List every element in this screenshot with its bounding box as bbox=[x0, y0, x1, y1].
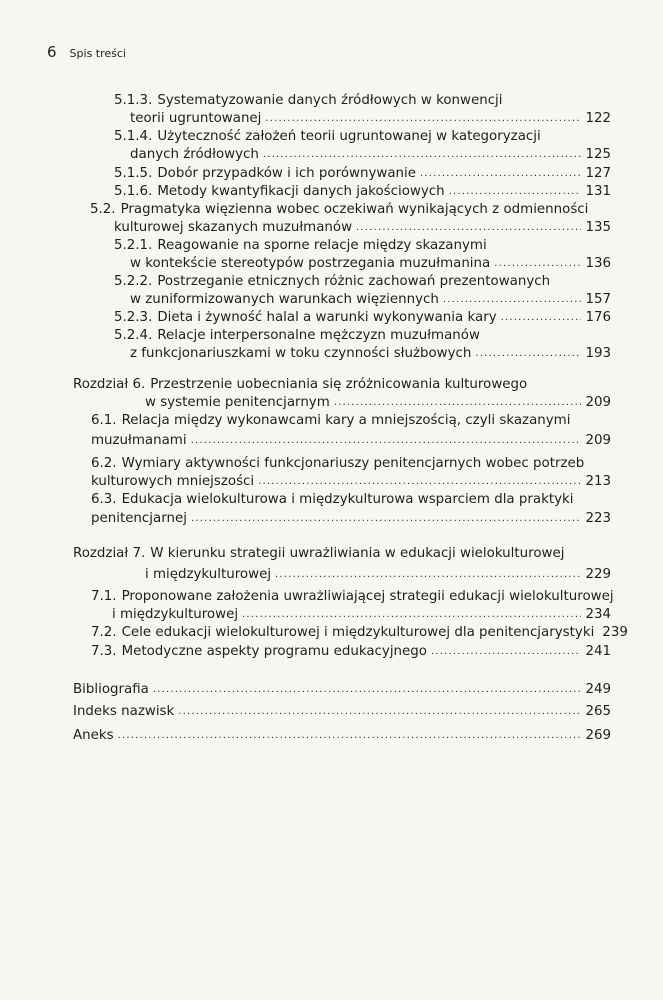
toc-dot-leader bbox=[242, 606, 581, 624]
toc-page-number: 239 bbox=[602, 625, 628, 640]
toc-entry bbox=[91, 432, 611, 451]
toc-dot-leader bbox=[191, 510, 582, 528]
toc-page-number: 157 bbox=[585, 292, 611, 307]
toc-dot-leader bbox=[153, 681, 582, 699]
toc-entry bbox=[114, 183, 611, 202]
toc-entry bbox=[91, 491, 574, 509]
toc-entry-number: 5.2.2. bbox=[114, 274, 153, 289]
toc-entry bbox=[145, 394, 611, 413]
toc-page-number: 223 bbox=[585, 511, 611, 526]
toc-entry bbox=[114, 327, 480, 345]
toc-entry-title: Użyteczność założeń teorii ugruntowanej w kategoryzacji bbox=[157, 129, 541, 144]
toc-page-number: 122 bbox=[585, 111, 611, 126]
toc-entry bbox=[114, 92, 503, 110]
toc-dot-leader bbox=[475, 345, 581, 363]
toc-entry-number: 6.2. bbox=[91, 456, 117, 471]
toc-entry-number: 5.1.3. bbox=[114, 93, 153, 108]
toc-entry bbox=[73, 727, 611, 746]
toc-entry bbox=[114, 165, 611, 184]
toc-entry bbox=[91, 510, 611, 529]
toc-entry-number: 6.3. bbox=[91, 492, 117, 507]
toc-entry-number: 6.1. bbox=[91, 413, 117, 428]
toc-entry-number: 5.2. bbox=[90, 202, 116, 217]
toc-entry-title: Wymiary aktywności funkcjonariuszy penitencjarnych wobec potrzeb bbox=[121, 456, 585, 471]
toc-entry bbox=[91, 455, 584, 473]
toc-entry-title: Relacje interpersonalne mężczyzn muzułmanów bbox=[157, 328, 480, 343]
running-title: Spis treści bbox=[69, 47, 126, 60]
toc-entry bbox=[114, 237, 487, 255]
toc-entry bbox=[130, 291, 611, 310]
toc-entry-title: w zuniformizowanych warunkach więziennych bbox=[130, 292, 439, 307]
toc-page-number: 135 bbox=[585, 220, 611, 235]
toc-dot-leader bbox=[449, 183, 582, 201]
toc-page-number: 193 bbox=[585, 346, 611, 361]
toc-entry-number: 5.1.5. bbox=[114, 166, 153, 181]
toc-entry-number: 7.2. bbox=[91, 625, 117, 640]
toc-entry bbox=[112, 606, 611, 625]
toc-page-number: 269 bbox=[585, 728, 611, 743]
toc-entry-title: Bibliografia bbox=[73, 682, 149, 697]
toc-entry bbox=[130, 146, 611, 165]
toc-entry bbox=[91, 473, 611, 492]
toc-entry bbox=[145, 566, 611, 585]
toc-entry-title: i międzykulturowej bbox=[145, 567, 272, 582]
toc-entry bbox=[130, 345, 611, 364]
toc-dot-leader bbox=[494, 255, 581, 273]
toc-entry-number: Rozdział 6. bbox=[73, 377, 146, 392]
toc-page-number: 127 bbox=[585, 166, 611, 181]
toc-entry bbox=[114, 219, 611, 238]
toc-entry-title: Systematyzowanie danych źródłowych w konwencji bbox=[157, 93, 503, 108]
toc-entry bbox=[114, 309, 611, 328]
toc-page-number: 229 bbox=[585, 567, 611, 582]
toc-entry-title: Aneks bbox=[73, 728, 114, 743]
toc-entry-title: Postrzeganie etnicznych różnic zachowań prezentowanych bbox=[157, 274, 551, 289]
toc-entry bbox=[91, 588, 614, 606]
toc-entry-title: Dobór przypadków i ich porównywanie bbox=[157, 166, 416, 181]
toc-dot-leader bbox=[356, 219, 581, 237]
toc-dot-leader bbox=[501, 309, 582, 327]
toc-entry-title: teorii ugruntowanej bbox=[130, 111, 262, 126]
toc-page-number: 131 bbox=[585, 184, 611, 199]
toc-dot-leader bbox=[420, 165, 581, 183]
toc-entry bbox=[114, 128, 541, 146]
toc-entry-number: 7.3. bbox=[91, 644, 117, 659]
toc-entry bbox=[130, 110, 611, 129]
toc-entry-title: w kontekście stereotypów postrzegania muzułmanina bbox=[130, 256, 491, 271]
toc-entry bbox=[130, 255, 611, 274]
toc-entry-title: penitencjarnej bbox=[91, 511, 187, 526]
toc-entry-title: z funkcjonariuszkami w toku czynności służbowych bbox=[130, 346, 472, 361]
toc-page-number: 176 bbox=[585, 310, 611, 325]
toc-entry-title: i międzykulturowej bbox=[112, 607, 239, 622]
toc-entry bbox=[90, 201, 588, 219]
toc-entry-title: Metodyczne aspekty programu edukacyjnego bbox=[121, 644, 427, 659]
page-number: 6 bbox=[47, 43, 57, 61]
toc-page-number: 209 bbox=[585, 433, 611, 448]
toc-entry-number: 7.1. bbox=[91, 589, 117, 604]
toc-entry bbox=[73, 545, 564, 563]
toc-entry-title: Pragmatyka więzienna wobec oczekiwań wynikających z odmienności bbox=[120, 202, 589, 217]
toc-entry-title: kulturowych mniejszości bbox=[91, 474, 255, 489]
toc-entry-title: Metody kwantyfikacji danych jakościowych bbox=[157, 184, 445, 199]
toc-entry-title: muzułmanami bbox=[91, 433, 187, 448]
toc-entry bbox=[73, 681, 611, 700]
toc-dot-leader bbox=[275, 566, 581, 584]
toc-page-number: 136 bbox=[585, 256, 611, 271]
toc-entry-title: w systemie penitencjarnym bbox=[145, 395, 330, 410]
toc-entry-title: danych źródłowych bbox=[130, 147, 259, 162]
toc-page-number: 209 bbox=[585, 395, 611, 410]
toc-entry-number: 5.2.3. bbox=[114, 310, 153, 325]
toc-entry-number: 5.2.1. bbox=[114, 238, 153, 253]
toc-entry-title: Edukacja wielokulturowa i międzykulturowa wsparciem dla praktyki bbox=[121, 492, 574, 507]
toc-page-number: 241 bbox=[585, 644, 611, 659]
toc-entry-title: Relacja między wykonawcami kary a mniejszością, czyli skazanymi bbox=[121, 413, 571, 428]
toc-entry-title: Indeks nazwisk bbox=[73, 704, 175, 719]
toc-entry-title: Dieta i żywność halal a warunki wykonywania kary bbox=[157, 310, 497, 325]
toc-entry-title: kulturowej skazanych muzułmanów bbox=[114, 220, 353, 235]
toc-entry-title: Przestrzenie uobecniania się zróżnicowania kulturowego bbox=[150, 377, 528, 392]
toc-entry bbox=[114, 273, 550, 291]
toc-dot-leader bbox=[258, 473, 581, 491]
toc-entry-title: Proponowane założenia uwrażliwiającej strategii edukacji wielokulturowej bbox=[121, 589, 614, 604]
toc-dot-leader bbox=[118, 727, 582, 745]
toc-entry bbox=[91, 624, 628, 643]
toc-page-number: 249 bbox=[585, 682, 611, 697]
toc-entry-title: Reagowanie na sporne relacje między skazanymi bbox=[157, 238, 487, 253]
toc-dot-leader bbox=[334, 394, 582, 412]
toc-page-number: 213 bbox=[585, 474, 611, 489]
toc-entry-number: 5.1.6. bbox=[114, 184, 153, 199]
toc-entry bbox=[73, 703, 611, 722]
toc-entry bbox=[91, 412, 570, 430]
toc-page-number: 125 bbox=[585, 147, 611, 162]
toc-entry-title: Cele edukacji wielokulturowej i międzykulturowej dla penitencjarystyki bbox=[121, 625, 595, 640]
toc-entry-number: 5.2.4. bbox=[114, 328, 153, 343]
toc-entry-title: W kierunku strategii uwrażliwiania w edukacji wielokulturowej bbox=[150, 546, 565, 561]
toc-entry bbox=[91, 643, 611, 662]
toc-page-number: 234 bbox=[585, 607, 611, 622]
toc-dot-leader bbox=[443, 291, 582, 309]
toc-dot-leader bbox=[263, 146, 582, 164]
toc-entry bbox=[73, 376, 527, 394]
toc-dot-leader bbox=[178, 703, 581, 721]
toc-dot-leader bbox=[265, 110, 581, 128]
toc-entry-number: 5.1.4. bbox=[114, 129, 153, 144]
toc-dot-leader bbox=[191, 432, 582, 450]
toc-entry-number: Rozdział 7. bbox=[73, 546, 146, 561]
toc-dot-leader bbox=[431, 643, 581, 661]
toc-page-number: 265 bbox=[585, 704, 611, 719]
